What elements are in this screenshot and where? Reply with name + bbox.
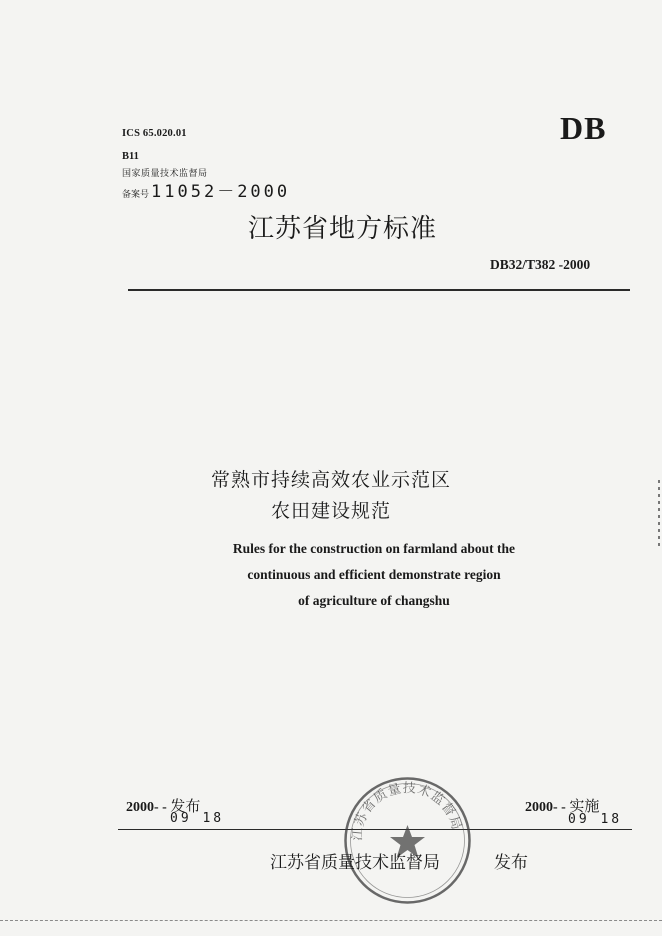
scan-margin-mark bbox=[658, 480, 660, 550]
implement-label: 实施 bbox=[569, 797, 600, 815]
implement-month-day: 09 18 bbox=[568, 812, 623, 827]
title-en-line3: of agriculture of changshu bbox=[298, 593, 450, 608]
db-logo: DB bbox=[560, 110, 607, 146]
bureau-name: 国家质量技术监督局 bbox=[122, 169, 208, 179]
filing-label: 备案号 bbox=[122, 190, 150, 200]
seal-text: 江苏省质量技术监督局 bbox=[350, 780, 465, 842]
publish-year: 2000- - bbox=[126, 800, 167, 815]
classification-code: B11 bbox=[122, 151, 139, 162]
issuer-name: 江苏省质量技术监督局 bbox=[270, 853, 440, 873]
top-rule bbox=[128, 289, 630, 291]
publish-label: 发布 bbox=[170, 797, 201, 815]
filing-number-row bbox=[122, 177, 290, 202]
issue-verb: 发布 bbox=[494, 853, 528, 873]
implement-year: 2000- - bbox=[525, 800, 566, 815]
standard-number: DB32/T382 -2000 bbox=[490, 257, 591, 272]
standard-type: 江苏省地方标准 bbox=[248, 214, 438, 244]
official-seal-icon bbox=[340, 773, 475, 908]
filing-number: 11052－2000 bbox=[151, 182, 291, 202]
title-zh-line2: 农田建设规范 bbox=[270, 500, 391, 522]
title-en-line2: continuous and efficient demonstrate region bbox=[247, 567, 501, 582]
publish-month-day: 09 18 bbox=[170, 811, 225, 826]
title-en bbox=[0, 536, 662, 614]
scan-edge bbox=[0, 920, 662, 921]
ics-code: ICS 65.020.01 bbox=[122, 128, 187, 139]
title-en-line1: Rules for the construction on farmland about the bbox=[232, 541, 516, 556]
title-zh-line1: 常熟市持续高效农业示范区 bbox=[210, 469, 451, 491]
